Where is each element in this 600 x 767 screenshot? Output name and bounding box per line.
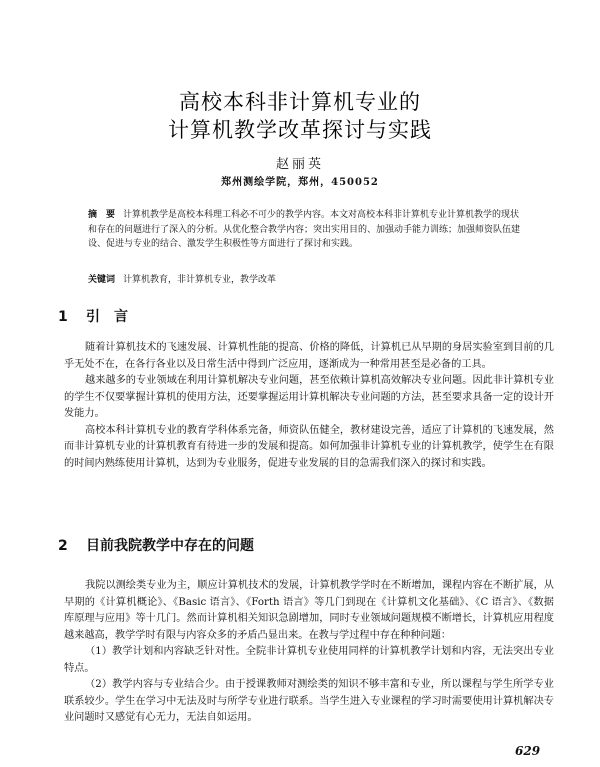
author-affiliation: 郑州测绘学院，郑州，450052 bbox=[221, 177, 379, 188]
section-2-body bbox=[64, 578, 554, 727]
paragraph: 越来越多的专业领域在利用计算机解决专业问题，甚至依赖计算机高效解决专业问题。因此非计算机专业的学生不仅要掌握计算机的使用方法，还要掌握运用计算机解决专业问题的方法，甚至要求具备一定的设计开发能力。 bbox=[64, 375, 554, 419]
paper-title-line-2: 计算机教学改革探讨与实践 bbox=[168, 118, 432, 142]
page-number: 629 bbox=[515, 744, 541, 758]
section-1-body bbox=[64, 340, 554, 472]
abstract bbox=[88, 208, 528, 252]
paragraph: （2）教学内容与专业结合少。由于授课教师对测绘类的知识不够丰富和专业，所以课程与学生所学专业联系较少。学生在学习中无法及时与所学专业进行联系。当学生进入专业课程的学习时需要使用计算机解决专业问题时又感觉有心无力，无法自如运用。 bbox=[64, 679, 554, 723]
abstract-text: 计算机教学是高校本科理工科必不可少的教学内容。本文对高校本科非计算机专业计算机教学的现状和存在的问题进行了深入的分析。从优化整合教学内容；突出实用目的、加强动手能力训练；加强师资队伍建设、促进与专业的结合、激发学生积极性等方面进行了探讨和实践。 bbox=[88, 210, 521, 249]
paragraph: 随着计算机技术的飞速发展、计算机性能的提高、价格的降低，计算机已从早期的身居实验室到目前的几乎无处不在，在各行各业以及日常生活中得到广泛应用，逐渐成为一种常用甚至是必备的工具。 bbox=[64, 342, 554, 370]
paragraph: （1）教学计划和内容缺乏针对性。全院非计算机专业使用同样的计算机教学计划和内容，无法突出专业特点。 bbox=[64, 646, 554, 674]
abstract-label: 摘 要 bbox=[88, 210, 116, 220]
author-name: 赵丽英 bbox=[275, 157, 324, 172]
paper-title-line-1: 高校本科非计算机专业的 bbox=[179, 90, 421, 114]
keywords-text: 计算机教育，非计算机专业，教学改革 bbox=[123, 275, 277, 285]
section-1-title: 引 言 bbox=[86, 309, 128, 325]
paragraph: 我院以测绘类专业为主，顺应计算机技术的发展，计算机教学学时在不断增加，课程内容在不断扩展，从早期的《计算机概论》、《Basic 语言》、《Forth 语言》等几门到现在《计算机文化基础》、《C 语言》、《数据库原理与应用》等十几门。然而计算机相关知识急剧增加，同时专业领域问题规模不断增长，计算机应用程度越来越高，教学学时有限与内容众多的矛盾凸显出来。在教与学过程中存在种种问题： bbox=[64, 580, 554, 641]
section-1-heading bbox=[58, 306, 128, 326]
section-1-number: 1 bbox=[58, 309, 68, 325]
keywords-label: 关键词 bbox=[88, 275, 116, 285]
section-2-number: 2 bbox=[58, 538, 68, 554]
section-2-heading bbox=[58, 535, 254, 555]
section-2-title: 目前我院教学中存在的问题 bbox=[86, 538, 254, 554]
keywords bbox=[88, 272, 528, 285]
paragraph: 高校本科计算机专业的教育学科体系完备，师资队伍健全，教材建设完善，适应了计算机的飞速发展，然而非计算机专业的计算机教育有待进一步的发展和提高。如何加强非计算机专业的计算机教学，使学生在有限的时间内熟练使用计算机，达到为专业服务，促进专业发展的目的急需我们深入的探讨和实践。 bbox=[64, 424, 554, 469]
